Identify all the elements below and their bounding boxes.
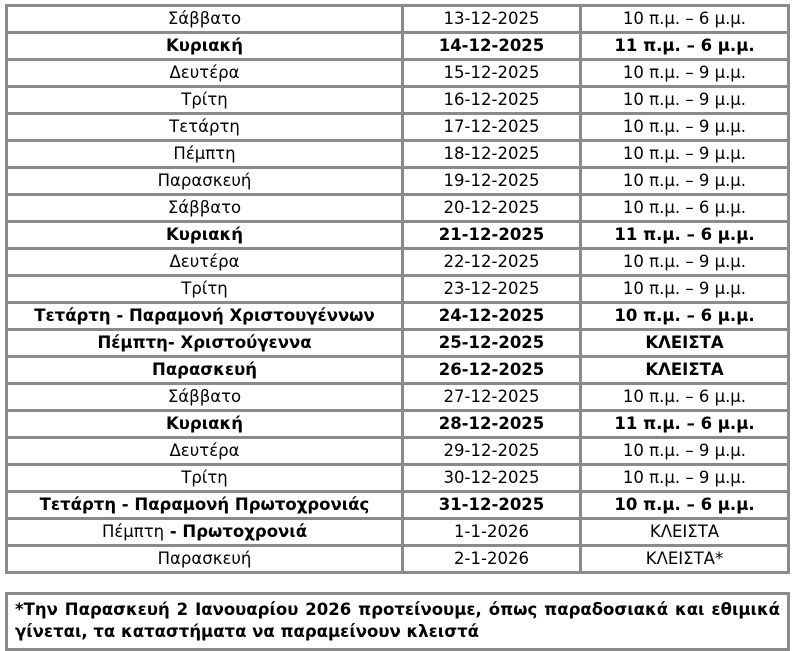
cell-hours: 10 π.μ. – 9 μ.μ. (579, 247, 790, 274)
cell-day: Τετάρτη - Παραμονή Χριστουγέννων (5, 301, 401, 328)
table-row (5, 247, 790, 274)
table-row (5, 301, 790, 328)
cell-hours: 10 π.μ. – 9 μ.μ. (579, 112, 790, 139)
table-row (5, 328, 790, 355)
table-row (5, 490, 790, 517)
table-row (5, 220, 790, 247)
table-row (5, 409, 790, 436)
cell-date: 20-12-2025 (401, 193, 579, 220)
cell-day (5, 517, 401, 544)
cell-day: Δευτέρα (5, 58, 401, 85)
cell-hours: 10 π.μ. – 6 μ.μ. (579, 382, 790, 409)
cell-date: 25-12-2025 (401, 328, 579, 355)
cell-hours: 10 π.μ. – 9 μ.μ. (579, 58, 790, 85)
cell-date: 14-12-2025 (401, 31, 579, 58)
cell-day: Δευτέρα (5, 247, 401, 274)
cell-hours: 10 π.μ. – 9 μ.μ. (579, 166, 790, 193)
cell-date: 19-12-2025 (401, 166, 579, 193)
cell-day: Πέμπτη- Χριστούγεννα (5, 328, 401, 355)
cell-day: Σάββατο (5, 382, 401, 409)
cell-date: 22-12-2025 (401, 247, 579, 274)
cell-hours: 10 π.μ. – 9 μ.μ. (579, 436, 790, 463)
cell-hours: 10 π.μ. – 6 μ.μ. (579, 301, 790, 328)
table-row (5, 463, 790, 490)
cell-date: 29-12-2025 (401, 436, 579, 463)
cell-date: 15-12-2025 (401, 58, 579, 85)
table-row (5, 355, 790, 382)
cell-date: 21-12-2025 (401, 220, 579, 247)
cell-date: 30-12-2025 (401, 463, 579, 490)
table-row (5, 517, 790, 544)
cell-day: Κυριακή (5, 31, 401, 58)
cell-day: Σάββατο (5, 4, 401, 31)
cell-hours: 11 π.μ. – 6 μ.μ. (579, 220, 790, 247)
cell-hours: ΚΛΕΙΣΤΑ* (579, 544, 790, 574)
cell-day-emphasis: - Πρωτοχρονιά (164, 522, 308, 542)
table-row (5, 4, 790, 31)
cell-date: 23-12-2025 (401, 274, 579, 301)
table-row (5, 166, 790, 193)
cell-hours: 10 π.μ. – 6 μ.μ. (579, 4, 790, 31)
cell-date: 27-12-2025 (401, 382, 579, 409)
cell-day: Σάββατο (5, 193, 401, 220)
cell-day: Παρασκευή (5, 355, 401, 382)
table-row (5, 382, 790, 409)
cell-hours: ΚΛΕΙΣΤΑ (579, 328, 790, 355)
cell-date: 24-12-2025 (401, 301, 579, 328)
table-row (5, 274, 790, 301)
cell-day: Τετάρτη - Παραμονή Πρωτοχρονιάς (5, 490, 401, 517)
footnote-text: *Την Παρασκευή 2 Ιανουαρίου 2026 προτείνουμε, όπως παραδοσιακά και εθιμικά γίνεται, τα καταστήματα να παραμείνουν κλειστά (15, 600, 780, 641)
cell-hours: 10 π.μ. – 6 μ.μ. (579, 193, 790, 220)
cell-hours: 10 π.μ. – 9 μ.μ. (579, 85, 790, 112)
cell-hours: ΚΛΕΙΣΤΑ (579, 355, 790, 382)
table-row (5, 31, 790, 58)
table-row (5, 139, 790, 166)
cell-date: 17-12-2025 (401, 112, 579, 139)
cell-day: Τρίτη (5, 463, 401, 490)
table-row (5, 58, 790, 85)
table-row (5, 112, 790, 139)
store-hours-table-body (5, 4, 790, 574)
cell-date: 28-12-2025 (401, 409, 579, 436)
cell-date: 1-1-2026 (401, 517, 579, 544)
table-row (5, 85, 790, 112)
cell-day: Κυριακή (5, 220, 401, 247)
cell-date: 2-1-2026 (401, 544, 579, 574)
cell-hours: ΚΛΕΙΣΤΑ (579, 517, 790, 544)
cell-date: 13-12-2025 (401, 4, 579, 31)
cell-day: Κυριακή (5, 409, 401, 436)
table-row (5, 544, 790, 574)
cell-day: Παρασκευή (5, 166, 401, 193)
cell-date: 26-12-2025 (401, 355, 579, 382)
store-hours-table (5, 4, 790, 574)
cell-day: Τετάρτη (5, 112, 401, 139)
cell-date: 31-12-2025 (401, 490, 579, 517)
cell-day: Τρίτη (5, 274, 401, 301)
cell-day: Παρασκευή (5, 544, 401, 574)
cell-hours: 11 π.μ. – 6 μ.μ. (579, 31, 790, 58)
cell-date: 18-12-2025 (401, 139, 579, 166)
cell-hours: 10 π.μ. – 6 μ.μ. (579, 490, 790, 517)
cell-hours: 11 π.μ. – 6 μ.μ. (579, 409, 790, 436)
cell-hours: 10 π.μ. – 9 μ.μ. (579, 463, 790, 490)
footnote-box (5, 592, 790, 651)
cell-hours: 10 π.μ. – 9 μ.μ. (579, 274, 790, 301)
table-row (5, 436, 790, 463)
cell-day-plain: Πέμπτη (101, 522, 165, 542)
cell-day: Δευτέρα (5, 436, 401, 463)
cell-hours: 10 π.μ. – 9 μ.μ. (579, 139, 790, 166)
table-row (5, 193, 790, 220)
cell-date: 16-12-2025 (401, 85, 579, 112)
cell-day: Τρίτη (5, 85, 401, 112)
cell-day: Πέμπτη (5, 139, 401, 166)
